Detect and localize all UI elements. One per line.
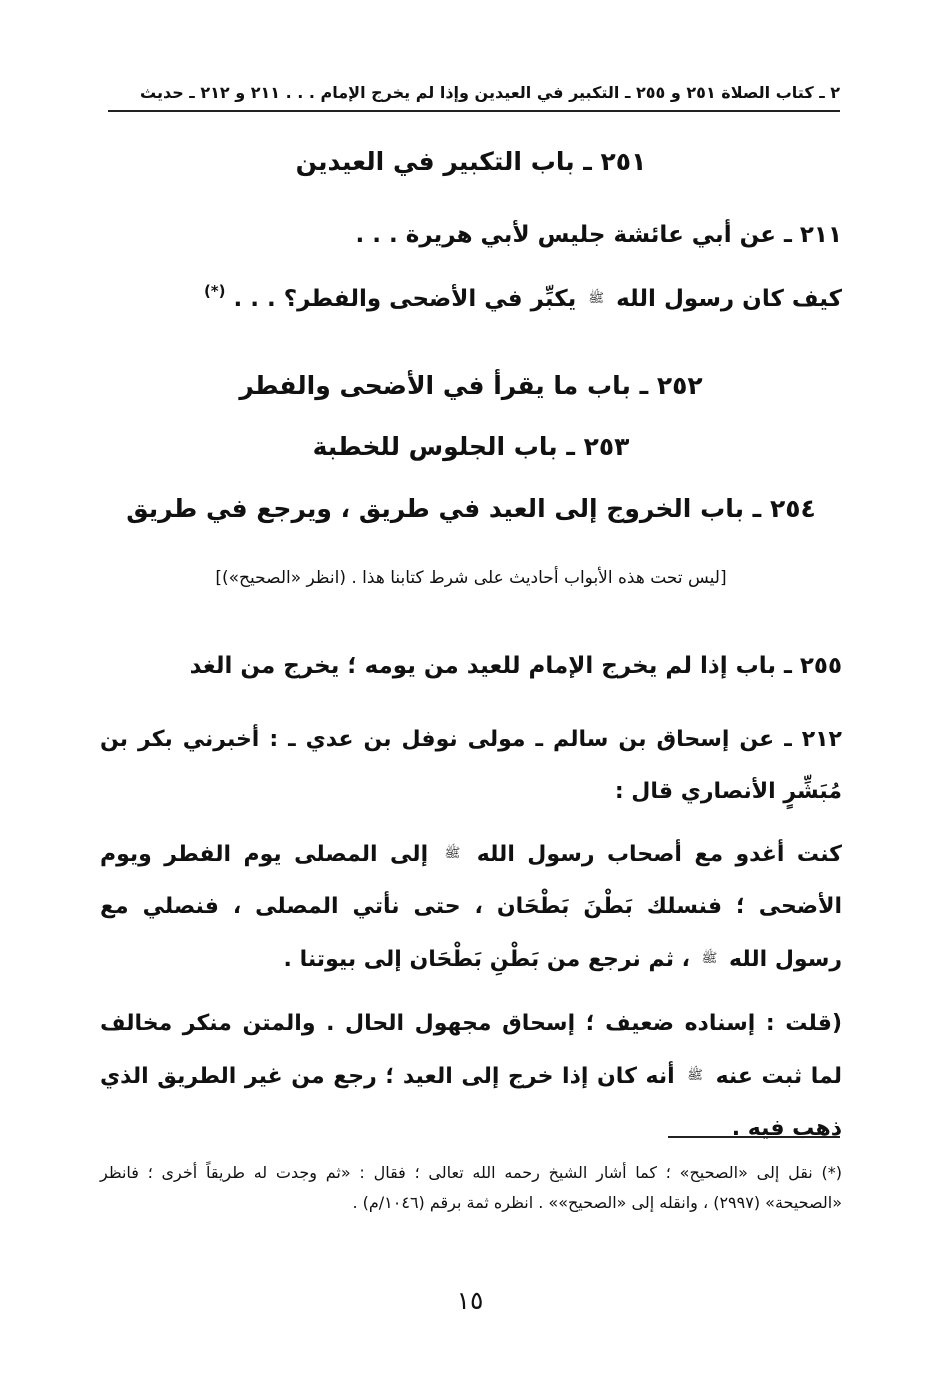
salutation-glyph: ﷺ [701, 951, 718, 966]
hadith-211-text-before: كيف كان رسول الله [616, 286, 842, 312]
footnote: (*) نقل إلى «الصحيح» ؛ كما أشار الشيخ رحمه الله تعالى ؛ فقال : «ثم وجدت له طريقاً أخرى ؛ فانظر «الصحيحة» (٢٩٩٧) ، وانقله إلى «الصحيح»» . انظره ثمة برقم (١٠٤٦/م) . [100, 1163, 842, 1212]
hadith-211-line-1: ٢١١ ـ عن أبي عائشة جليس لأبي هريرة . . . [355, 222, 842, 248]
hadith-212-matn [100, 828, 842, 986]
bracket-note: [ليس تحت هذه الأبواب أحاديث على شرط كتابنا هذا . (انظر «الصحيح»)] [215, 568, 727, 588]
comment-part-1: (قلت : إسناده ضعيف ؛ إسحاق مجهول الحال . والمتن منكر مخالف لما ثبت عنه [100, 1011, 842, 1089]
footnote-marker: (*) [203, 282, 226, 300]
running-header-text: ٢ ـ كتاب الصلاة ٢٥١ و ٢٥٥ ـ التكبير في العيدين وإذا لم يخرج الإمام . . . ٢١١ و ٢١٢ ـ حديث [140, 83, 840, 102]
running-header [108, 78, 840, 112]
salutation-glyph: ﷺ [588, 291, 605, 306]
footnote-divider [668, 1136, 840, 1138]
matn-part-3: ، ثم نرجع من بَطْنِ بَطْحَان إلى بيوتنا . [283, 947, 690, 972]
hadith-211-line-2 [100, 282, 842, 315]
chapter-254-title: ٢٥٤ ـ باب الخروج إلى العيد في طريق ، ويرجع في طريق [126, 494, 816, 523]
chapter-252-title: ٢٥٢ ـ باب ما يقرأ في الأضحى والفطر [239, 371, 703, 400]
matn-part-2: إلى المصلى يوم الفطر ويوم الأضحى ؛ فنسلك بَطْنَ بَطْحَان ، حتى نأتي المصلى ، فنصلي مع رسول الله [100, 842, 842, 972]
salutation-glyph: ﷺ [444, 846, 461, 861]
hadith-212-isnad: ٢١٢ ـ عن إسحاق بن سالم ـ مولى نوفل بن عدي ـ : أخبرني بكر بن مُبَشِّرٍ الأنصاري قال : [100, 727, 842, 804]
matn-part-1: كنت أغدو مع أصحاب رسول الله [476, 842, 842, 867]
page-number: ١٥ [456, 1286, 484, 1315]
hadith-211-text-after: يكبِّر في الأضحى والفطر؟ . . . [233, 286, 577, 312]
chapter-251-title: ٢٥١ ـ باب التكبير في العيدين [295, 147, 647, 176]
chapter-253-title: ٢٥٣ ـ باب الجلوس للخطبة [312, 432, 630, 461]
author-comment [100, 998, 842, 1155]
comment-part-2: أنه كان إذا خرج إلى العيد ؛ رجع من غير الطريق الذي ذهب فيه . [100, 1064, 842, 1141]
chapter-255-title: ٢٥٥ ـ باب إذا لم يخرج الإمام للعيد من يومه ؛ يخرج من الغد [189, 653, 842, 679]
salutation-glyph: ﷺ [687, 1068, 703, 1083]
